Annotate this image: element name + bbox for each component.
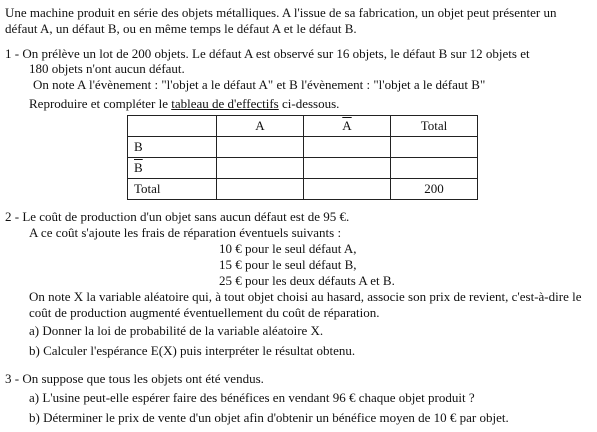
q2-line-1: 2 - Le coût de production d'un objet sans aucun défaut est de 95 €. (5, 209, 350, 224)
table-row (128, 137, 478, 158)
table-cell: Total (128, 179, 217, 200)
q1-instruction-suffix: ci-dessous. (278, 96, 340, 111)
table-cell (217, 137, 304, 158)
q2-line-4: coût de production augmenté éventuellement du coût de réparation. (29, 305, 380, 320)
q1-line-2: 180 objets n'ont aucun défaut. (29, 61, 185, 76)
table-cell: B (128, 137, 217, 158)
q1-instruction-prefix: Reproduire et compléter le (29, 96, 172, 111)
table-cell (304, 179, 391, 200)
table-header-cell: A (217, 116, 304, 137)
table-cell (391, 137, 478, 158)
table-row (128, 158, 478, 179)
q3-part-a: a) L'usine peut-elle espérer faire des bénéfices en vendant 96 € chaque objet produit ? (29, 390, 475, 405)
table-cell (217, 158, 304, 179)
q3-part-b: b) Déterminer le prix de vente d'un objet afin d'obtenir un bénéfice moyen de 10 € par objet. (29, 410, 509, 425)
q2-line-3: On note X la variable aléatoire qui, à tout objet choisi au hasard, associe son prix de revient, c'est-à-dire le (29, 289, 582, 304)
table-header-row (128, 116, 478, 137)
q2-part-b: b) Calculer l'espérance E(X) puis interpréter le résultat obtenu. (29, 343, 356, 358)
q1-instruction (29, 96, 339, 111)
intro-line-2: défaut A, un défaut B, ou en même temps le défaut A et le défaut B. (5, 21, 357, 36)
q1-instruction-link: tableau de d'effectifs (171, 96, 279, 111)
table-row (128, 179, 478, 200)
q1-line-1: 1 - On prélève un lot de 200 objets. Le défaut A est observé sur 16 objets, le défaut B sur 12 objets et (5, 46, 530, 61)
table-cell (304, 137, 391, 158)
table-header-cell (304, 116, 391, 137)
q3-line-1: 3 - On suppose que tous les objets ont été vendus. (5, 371, 264, 386)
effectifs-table (127, 115, 478, 200)
q2-part-a: a) Donner la loi de probabilité de la variable aléatoire X. (29, 323, 324, 338)
q1-line-3: On note A l'évènement : "l'objet a le défaut A" et B l'évènement : "l'objet a le défaut B" (33, 77, 486, 92)
table-header-cell (128, 116, 217, 137)
table-cell (391, 158, 478, 179)
q2-cost-1: 10 € pour le seul défaut A, (219, 241, 357, 256)
table-cell (304, 158, 391, 179)
intro-line-1: Une machine produit en série des objets métalliques. A l'issue de sa fabrication, un objet peut présenter un (5, 5, 557, 20)
q2-cost-2: 15 € pour le seul défaut B, (219, 257, 357, 272)
q2-cost-3: 25 € pour les deux défauts A et B. (219, 273, 395, 288)
b-bar-label: $\overline{B}$ (134, 160, 143, 175)
table-header-cell: Total (391, 116, 478, 137)
table-cell (217, 179, 304, 200)
table-cell (128, 158, 217, 179)
q2-line-2: A ce coût s'ajoute les frais de réparation éventuels suivants : (29, 225, 342, 240)
a-bar-label: $\overline{A}$ (342, 118, 352, 133)
table-cell: 200 (391, 179, 478, 200)
